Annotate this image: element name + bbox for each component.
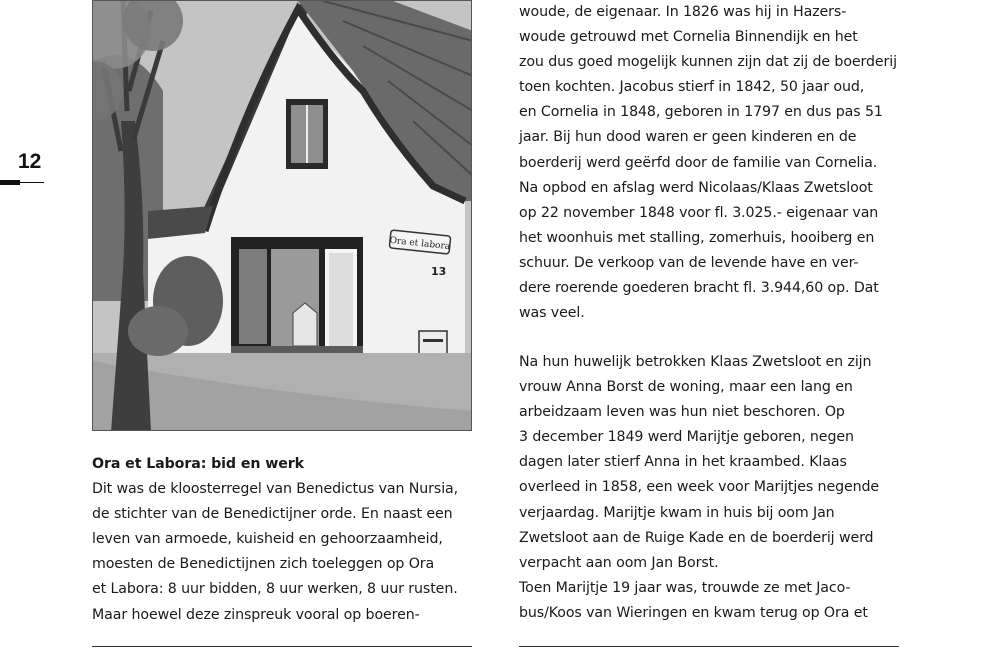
text-line: was veel. (519, 305, 585, 322)
paragraph-1 (519, 0, 897, 326)
caption-line: et Labora: 8 uur bidden, 8 uur werken, 8 uur rusten. (92, 581, 458, 598)
page-marker-thin (20, 182, 44, 183)
text-line: woude getrouwd met Cornelia Binnendijk en het (519, 29, 858, 46)
page-number: 12 (18, 150, 42, 173)
caption-title: Ora et Labora: bid en werk (92, 456, 304, 472)
text-line: Na hun huwelijk betrokken Klaas Zwetsloot en zijn (519, 354, 872, 370)
caption-line: de stichter van de Benedictijner orde. En naast een (92, 506, 453, 523)
page-marker-bar (0, 180, 44, 184)
text-line: arbeidzaam leven was hun niet beschoren. Op (519, 404, 845, 421)
house-number: 13 (431, 265, 447, 278)
text-line: bus/Koos van Wieringen en kwam terug op Ora et (519, 604, 868, 621)
text-line: dere roerende goederen bracht fl. 3.944,60 op. Dat (519, 280, 879, 297)
text-line: het woonhuis met stalling, zomerhuis, hooiberg en (519, 229, 875, 246)
page-marker-thick (0, 180, 20, 185)
text-line: overleed in 1858, een week voor Marijtjes negende (519, 479, 880, 496)
sign-text: Ora et labora (389, 235, 451, 253)
text-line: Na opbod en afslag werd Nicolaas/Klaas Zwetsloot (519, 179, 873, 196)
caption-line: leven van armoede, kuisheid en gehoorzaamheid, (92, 531, 443, 548)
photo-caption (92, 452, 476, 628)
text-line: zou dus goed mogelijk kunnen zijn dat zij de boerderij (519, 54, 897, 71)
text-line: Toen Marijtje 19 jaar was, trouwde ze met Jaco- (519, 579, 851, 596)
caption-line: moesten de Benedictijnen zich toeleggen op Ora (92, 556, 435, 573)
text-line: 3 december 1849 werd Marijtje geboren, negen (519, 429, 854, 446)
text-line: verjaardag. Marijtje kwam in huis bij oom Jan (519, 504, 835, 521)
text-line: toen kochten. Jacobus stierf in 1842, 50 jaar oud, (519, 79, 865, 96)
text-line: jaar. Bij hun dood waren er geen kinderen en de (519, 129, 857, 146)
column-rule-right (519, 646, 899, 647)
caption-line: Dit was de kloosterregel van Benedictus van Nursia, (92, 481, 459, 498)
text-line: woude, de eigenaar. In 1826 was hij in Hazers- (519, 4, 847, 20)
text-line: verpacht aan oom Jan Borst. (519, 554, 719, 571)
farmhouse-photo (92, 0, 472, 431)
text-line: schuur. De verkoop van de levende have en ver- (519, 254, 859, 271)
text-line: en Cornelia in 1848, geboren in 1797 en dus pas 51 (519, 104, 883, 121)
paragraph-2 (519, 350, 879, 626)
column-rule-left (92, 646, 472, 647)
text-line: dagen later stierf Anna in het kraambed. Klaas (519, 454, 847, 471)
caption-line: Maar hoewel deze zinspreuk vooral op boeren- (92, 606, 420, 623)
text-line: boerderij werd geërfd door de familie van Cornelia. (519, 154, 878, 171)
text-line: Zwetsloot aan de Ruige Kade en de boerderij werd (519, 529, 874, 546)
text-line: vrouw Anna Borst de woning, maar een lang en (519, 379, 853, 396)
text-line: op 22 november 1848 voor fl. 3.025.- eigenaar van (519, 204, 879, 221)
